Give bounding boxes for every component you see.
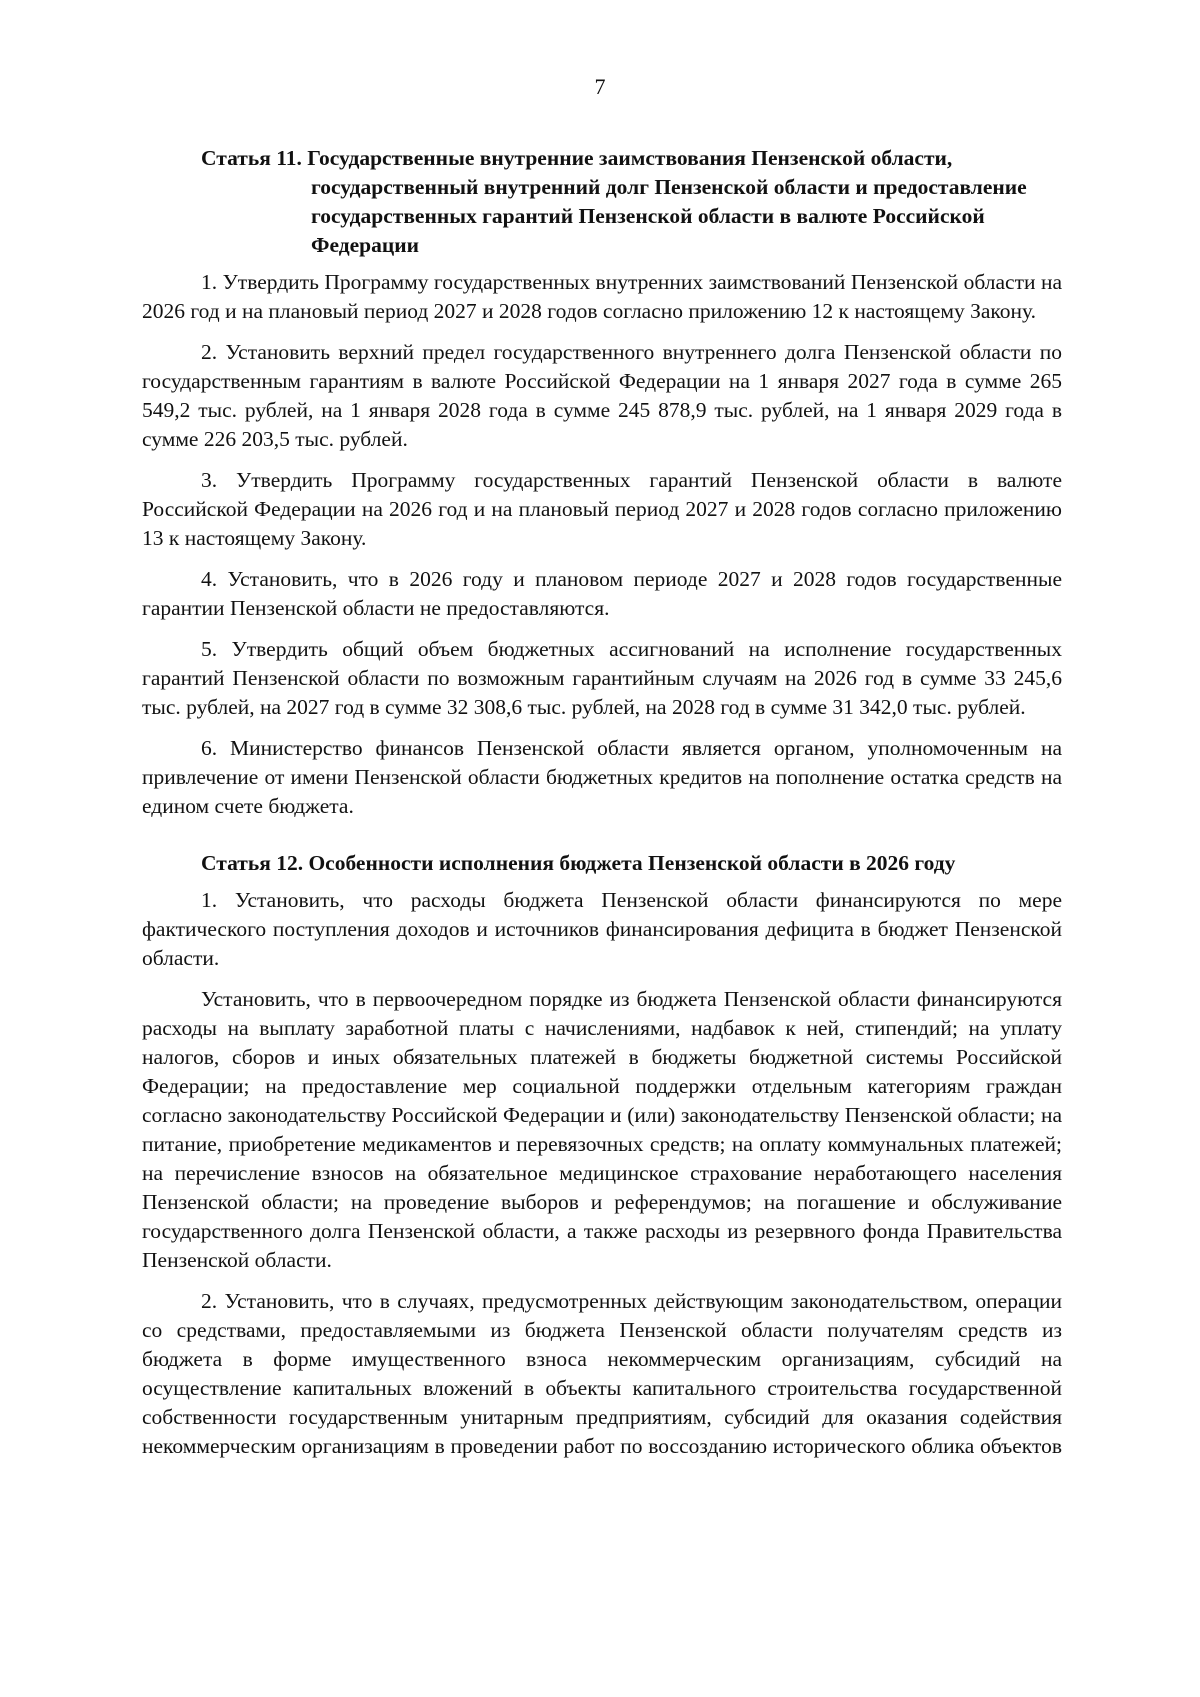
article-11-title-rest: государственный внутренний долг Пензенской области и предоставление государственных гарантий Пензенской области в валюте Российской Федерации xyxy=(311,175,1027,257)
article-11-paragraph-3: 3. Утвердить Программу государственных гарантий Пензенской области в валюте Российской Федерации на 2026 год и на плановый период 2027 и 2028 годов согласно приложению 13 к настоящему Закону. xyxy=(142,468,1062,550)
article-11-paragraph-4: 4. Установить, что в 2026 году и плановом периоде 2027 и 2028 годов государственные гарантии Пензенской области не предоставляются. xyxy=(142,567,1062,620)
article-12-paragraph-1-continued: Установить, что в первоочередном порядке из бюджета Пензенской области финансируются расходы на выплату заработной платы с начислениями, надбавок к ней, стипендий; на уплату налогов, сборов и иных обязательных платежей в бюджеты бюджетной системы Российской Федерации; на предоставление мер социальной поддержки отдельным категориям граждан согласно законодательству Российской Федерации и (или) законодательству Пензенской области; на питание, приобретение медикаментов и перевязочных средств; на оплату коммунальных платежей; на перечисление взносов на обязательное медицинское страхование неработающего населения Пензенской области; на проведение выборов и референдумов; на погашение и обслуживание государственного долга Пензенской области, а также расходы из резервного фонда Правительства Пензенской области. xyxy=(142,987,1062,1272)
article-11-title-lead: Статья 11. Государственные внутренние заимствования Пензенской области, xyxy=(201,146,953,170)
article-11 xyxy=(142,144,1062,821)
page-number: 7 xyxy=(594,74,606,99)
article-12 xyxy=(142,849,1062,1461)
document-body xyxy=(142,144,1062,1473)
article-12-paragraph-2: 2. Установить, что в случаях, предусмотренных действующим законодательством, операции со средствами, предоставляемыми из бюджета Пензенской области получателям средств из бюджета в форме имущественного взноса некоммерческим организациям, субсидий на осуществление капитальных вложений в объекты капитального строительства государственной собственности государственным унитарным предприятиям, субсидий для оказания содействия некоммерческим организациям в проведении работ по воссозданию исторического облика объектов xyxy=(142,1289,1062,1458)
article-11-paragraph-1: 1. Утвердить Программу государственных внутренних заимствований Пензенской области на 2026 год и на плановый период 2027 и 2028 годов согласно приложению 12 к настоящему Закону. xyxy=(142,270,1062,323)
article-11-paragraph-2: 2. Установить верхний предел государственного внутреннего долга Пензенской области по государственным гарантиям в валюте Российской Федерации на 1 января 2027 года в сумме 265 549,2 тыс. рублей, на 1 января 2028 года в сумме 245 878,9 тыс. рублей, на 1 января 2029 года в сумме 226 203,5 тыс. рублей. xyxy=(142,340,1062,451)
article-11-paragraph-5: 5. Утвердить общий объем бюджетных ассигнований на исполнение государственных гарантий Пензенской области по возможным гарантийным случаям на 2026 год в сумме 33 245,6 тыс. рублей, на 2027 год в сумме 32 308,6 тыс. рублей, на 2028 год в сумме 31 342,0 тыс. рублей. xyxy=(142,637,1062,719)
article-11-title xyxy=(142,144,1062,260)
article-12-title: Статья 12. Особенности исполнения бюджета Пензенской области в 2026 году xyxy=(201,851,956,875)
article-11-paragraph-6: 6. Министерство финансов Пензенской области является органом, уполномоченным на привлечение от имени Пензенской области бюджетных кредитов на пополнение остатка средств на едином счете бюджета. xyxy=(142,736,1062,818)
article-12-paragraph-1: 1. Установить, что расходы бюджета Пензенской области финансируются по мере фактического поступления доходов и источников финансирования дефицита в бюджет Пензенской области. xyxy=(142,888,1062,970)
